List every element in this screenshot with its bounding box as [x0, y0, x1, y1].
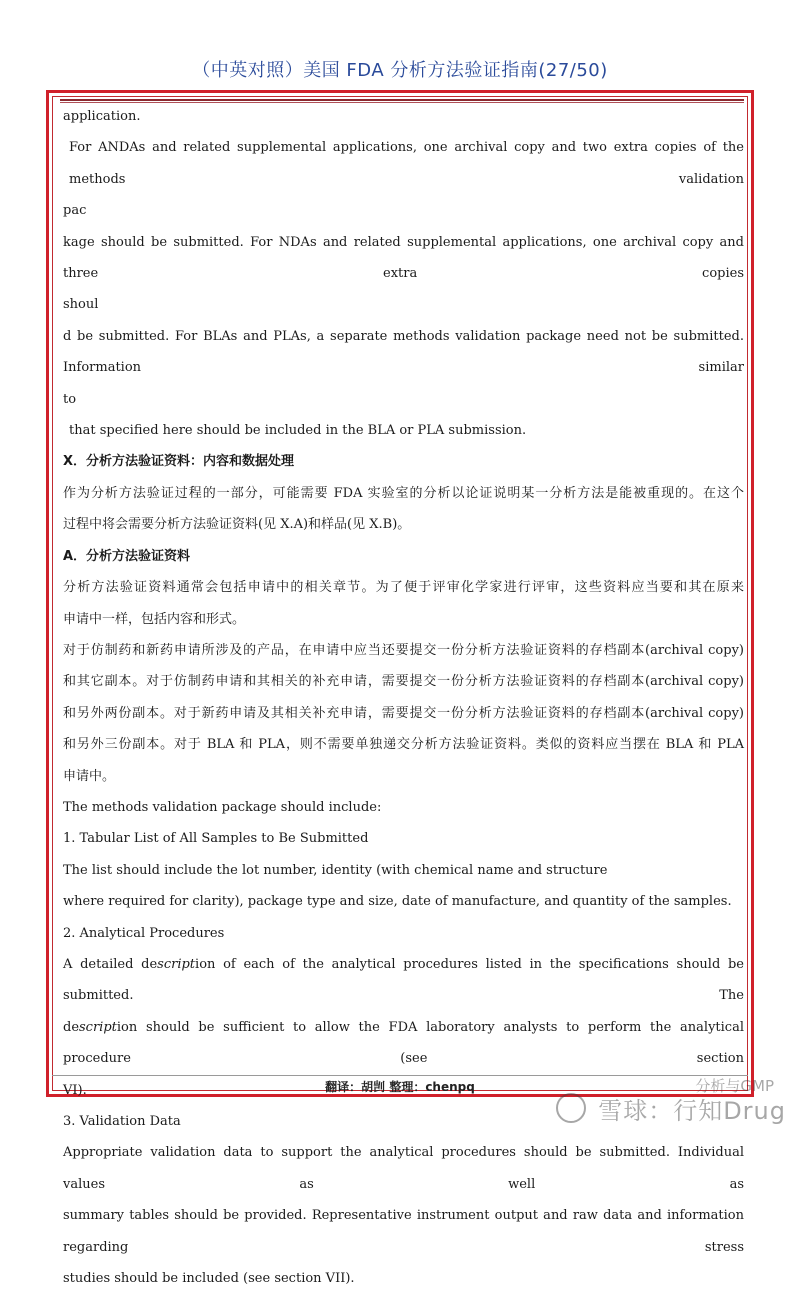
list-item-heading: 3. Validation Data — [63, 1114, 181, 1129]
watermark-line1: 分析与GMP — [695, 1077, 774, 1095]
text-line: description should be sufficient to allow the FDA laboratory analysts to perform the analytical procedure (see section — [63, 1019, 744, 1067]
text-line: For ANDAs and related supplemental applications, one archival copy and two extra copies of the methods validation — [69, 140, 744, 187]
text-line: VI). — [63, 1082, 87, 1098]
section-heading-x: X．分析方法验证资料：内容和数据处理 — [63, 454, 295, 470]
text-line: shoul — [63, 297, 99, 313]
text-line: A detailed description of each of the analytical procedures listed in the specifications should be submitted. The — [63, 956, 744, 1004]
text-line: 作为分析方法验证过程的一部分，可能需要 FDA 实验室的分析以论证说明某一分析方法是能被重现的。在这个 — [63, 485, 744, 501]
watermark — [556, 1075, 786, 1125]
footer-credit: 翻译：胡剀 整理：chenpq — [325, 1080, 475, 1094]
text-line: studies should be included (see section VII). — [63, 1271, 355, 1287]
text-line: kage should be submitted. For NDAs and related supplemental applications, one archival copy and three extra copies — [63, 234, 744, 282]
text-line: 过程中将会需要分析方法验证资料(见 X.A)和样品(见 X.B)。 — [63, 517, 411, 533]
text-line: 对于仿制药和新药申请所涉及的产品，在申请中应当还要提交一份分析方法验证资料的存档副本(archival copy) — [63, 642, 744, 658]
text-line: The list should include the lot number, identity (with chemical name and structure — [63, 862, 608, 878]
text-line: d be submitted. For BLAs and PLAs, a separate methods validation package need not be submitted. Information similar — [63, 328, 744, 376]
watermark-line2: 雪球：行知Drug — [598, 1097, 786, 1125]
text-line: Appropriate validation data to support the analytical procedures should be submitted. Individual values as well as — [63, 1145, 744, 1192]
text-line: where required for clarity), package type and size, date of manufacture, and quantity of the samples. — [63, 894, 732, 910]
text-line: 和其它副本。对于仿制药申请和其相关的补充申请，需要提交一份分析方法验证资料的存档副本(archival copy) — [63, 674, 744, 690]
text-line: to — [63, 391, 77, 407]
text-line: 分析方法验证资料通常会包括申请中的相关章节。为了便于评审化学家进行评审，这些资料应当要和其在原来 — [63, 580, 744, 596]
section-heading-a: A．分析方法验证资料 — [63, 548, 191, 564]
page-title: （中英对照）美国 FDA 分析方法验证指南(27/50) — [192, 60, 608, 81]
text-line: pac — [63, 203, 87, 219]
text-line: 和另外三份副本。对于 BLA 和 PLA，则不需要单独递交分析方法验证资料。类似的资料应当摆在 BLA 和 PLA — [63, 737, 744, 753]
text-line: application. — [63, 109, 141, 124]
list-item-heading: 2. Analytical Procedures — [63, 925, 225, 941]
text-line: 申请中一样，包括内容和形式。 — [63, 611, 246, 627]
list-item-heading: 1. Tabular List of All Samples to Be Submitted — [63, 831, 369, 847]
snowball-logo-icon — [556, 1093, 586, 1123]
text-line: 和另外两份副本。对于新药申请及其相关补充申请，需要提交一份分析方法验证资料的存档副本(archival copy) — [63, 705, 744, 721]
text-line: The methods validation package should include: — [63, 799, 382, 815]
text-line: that specified here should be included in the BLA or PLA submission. — [69, 423, 527, 439]
text-line: 申请中。 — [63, 768, 116, 784]
text-line: summary tables should be provided. Representative instrument output and raw data and information regarding stress — [63, 1208, 744, 1255]
